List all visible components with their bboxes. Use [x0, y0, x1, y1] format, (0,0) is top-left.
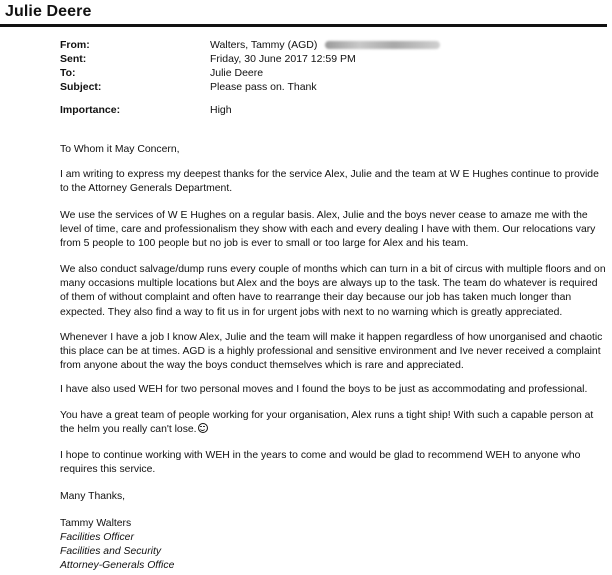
from-label: From: — [60, 39, 90, 51]
body-paragraph-6: You have a great team of people working for your organisation, Alex runs a tight ship! With such a capable person at the helm you really can't lose. — [60, 410, 594, 436]
signature-block — [60, 517, 174, 573]
signature-office: Attorney-Generals Office — [60, 560, 175, 571]
redacted-email-address — [325, 41, 440, 49]
to-label: To: — [60, 67, 76, 79]
importance-label: Importance: — [60, 104, 121, 116]
mailbox-owner-title: Julie Deere — [5, 3, 92, 20]
signature-name: Tammy Walters — [60, 518, 132, 529]
greeting: To Whom it May Concern, — [60, 144, 180, 155]
subject-label: Subject: — [60, 81, 102, 93]
signature-title: Facilities Officer — [60, 532, 134, 543]
sent-value: Friday, 30 June 2017 12:59 PM — [210, 53, 356, 65]
title-divider — [0, 24, 607, 27]
to-value: Julie Deere — [210, 67, 264, 79]
closing: Many Thanks, — [60, 491, 126, 502]
smiley-icon — [198, 423, 208, 433]
body-paragraph-7: I hope to continue working with WEH in the years to come and would be glad to recommend WEH to anyone who requires this service. — [60, 450, 581, 476]
from-value: Walters, Tammy (AGD) — [210, 39, 318, 51]
body-paragraph-4: Whenever I have a job I know Alex, Julie and the team will make it happen regardless of how unorganised and chaotic this place can be at times. AGD is a highly professional and sensitive environment and Ive never received a complaint from anyone about the way the boys conduct themselves which is rare and appreciated. — [60, 332, 603, 372]
body-paragraph-5: I have also used WEH for two personal moves and I found the boys to be just as accommodating and professional. — [60, 384, 588, 395]
body-paragraph-3: We also conduct salvage/dump runs every couple of months which can turn in a bit of circus with multiple floors and on many occasions multiple locations but Alex and the boys are always up to the task. The team do whatever is required of them of without complaint and often have to rearrange their day because our job has taken much longer than expected. They also find a way to fit us in for urgent jobs with next to no warning which is greatly appreciated. — [60, 264, 606, 318]
subject-value: Please pass on. Thank — [210, 81, 317, 93]
body-paragraph-1: I am writing to express my deepest thanks for the service Alex, Julie and the team at W E Hughes continue to provide to the Attorney Generals Department. — [60, 169, 599, 195]
signature-department: Facilities and Security — [60, 546, 162, 557]
body-paragraph-2: We use the services of W E Hughes on a regular basis. Alex, Julie and the boys never cease to amaze me with the level of time, care and professionalism they show with each and every dealing I have with them. Our relocations vary from 5 people to 100 people but no job is ever to small or too large for Alex and his team. — [60, 210, 596, 250]
sent-label: Sent: — [60, 53, 87, 65]
body-paragraph-6-wrap — [60, 409, 608, 437]
importance-value: High — [210, 104, 232, 116]
